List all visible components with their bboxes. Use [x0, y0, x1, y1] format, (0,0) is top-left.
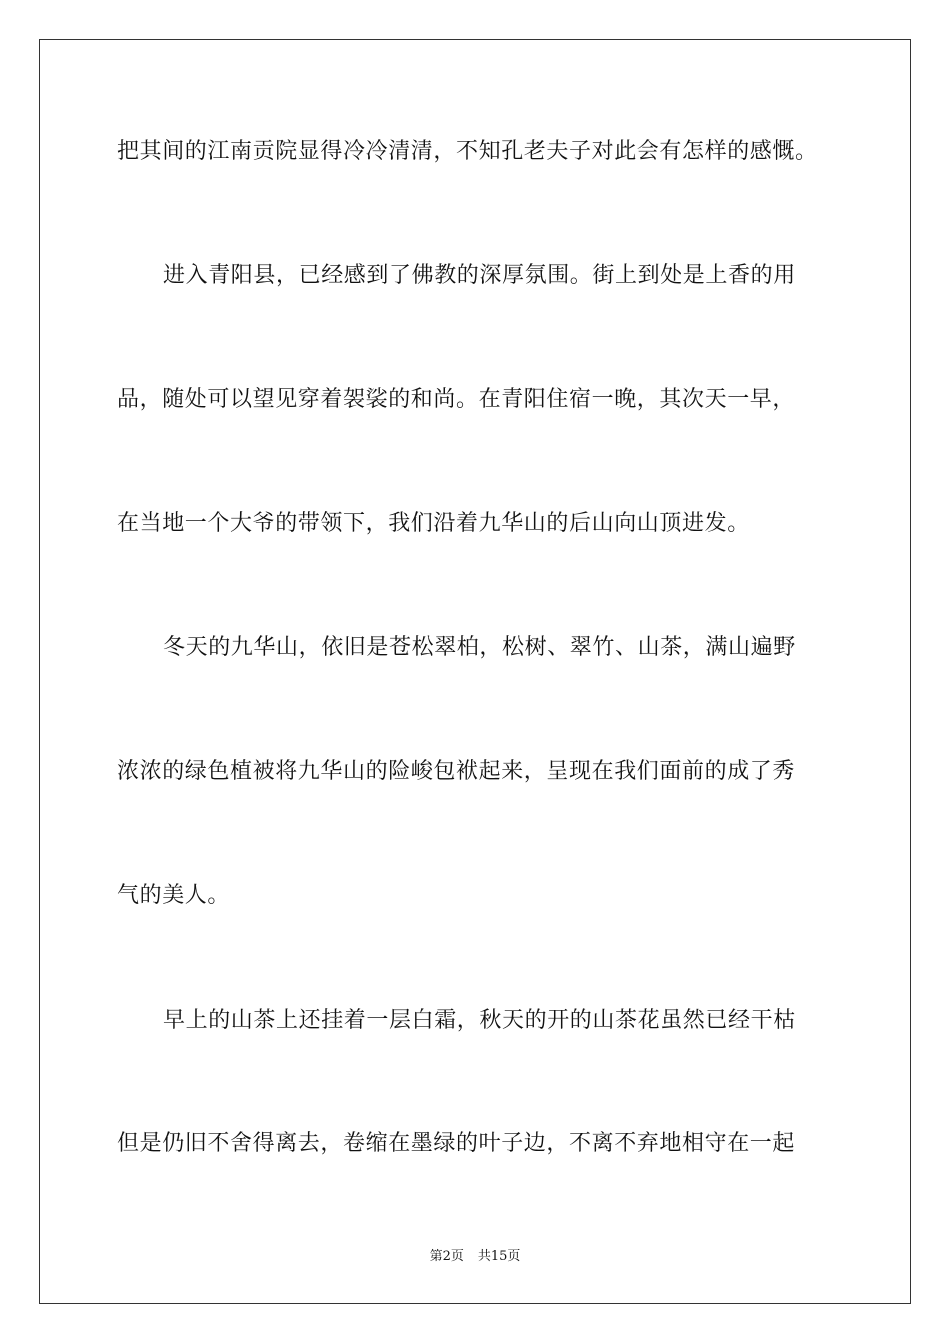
text-line: 把其间的江南贡院显得冷冷清清，不知孔老夫子对此会有怎样的感慨。 — [117, 139, 818, 164]
text-line: 在当地一个大爷的带领下，我们沿着九华山的后山向山顶进发。 — [117, 511, 750, 536]
text-line: 气的美人。 — [117, 883, 231, 908]
text-line: 品，随处可以望见穿着袈裟的和尚。在青阳住宿一晚，其次天一早， — [117, 387, 796, 412]
text-line: 进入青阳县，已经感到了佛教的深厚氛围。街上到处是上香的用 — [163, 263, 796, 288]
text-line: 早上的山茶上还挂着一层白霜，秋天的开的山茶花虽然已经干枯 — [163, 1008, 796, 1033]
text-line: 浓浓的绿色植被将九华山的险峻包袱起来，呈现在我们面前的成了秀 — [117, 759, 796, 784]
page-footer — [0, 1248, 950, 1266]
text-line: 但是仍旧不舍得离去，卷缩在墨绿的叶子边，不离不弃地相守在一起 — [117, 1131, 796, 1156]
text-line: 冬天的九华山，依旧是苍松翠柏，松树、翠竹、山茶，满山遍野 — [163, 635, 796, 660]
page-total: 共15页 — [477, 1249, 521, 1264]
page-number: 第2页 — [429, 1249, 464, 1264]
page-border — [39, 39, 911, 1304]
